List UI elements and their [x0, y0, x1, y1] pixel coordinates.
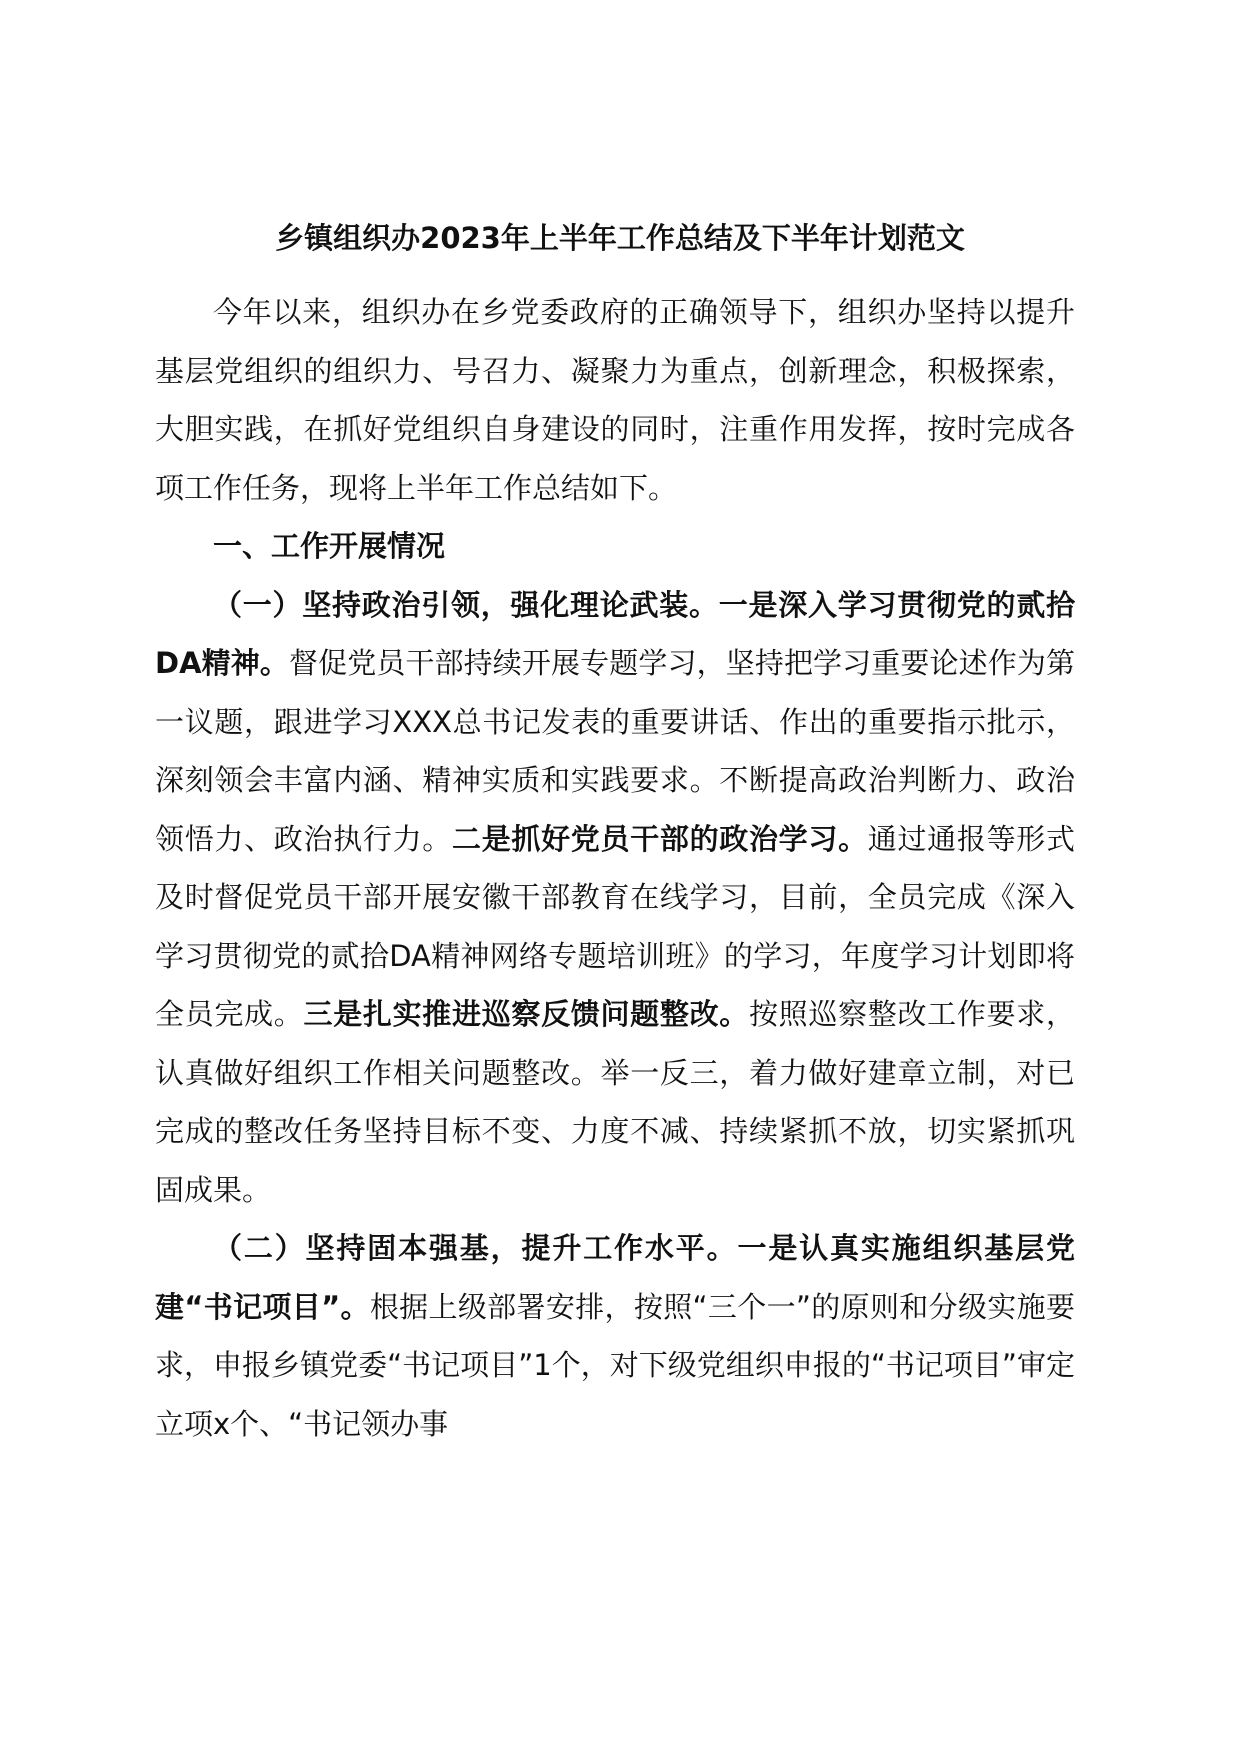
section-heading-1: 一、工作开展情况: [213, 529, 446, 563]
point-text: 根据上级部署安排，按照“三个一”的原则和分级实施要求，申报乡镇党委“书记项目”1个，对下级党组织申报的“书记项目”审定立项x个、“书记领办事: [155, 1289, 1075, 1441]
subsection-heading-1: （一）坚持政治引领，强化理论武装。: [213, 587, 719, 622]
subsection-paragraph-2: [155, 1219, 1075, 1453]
point-title: 一是认真实施组织基层党建“书记项目”。: [155, 1231, 1075, 1324]
point-text: 按照巡察整改工作要求，认真做好组织工作相关问题整改。举一反三，着力做好建章立制，对已完成的整改任务坚持目标不变、力度不减、持续紧抓不放，切实紧抓巩固成果。: [155, 997, 1075, 1207]
document-title: 乡镇组织办2023年上半年工作总结及下半年计划范文: [275, 221, 965, 255]
point-text: 督促党员干部持续开展专题学习，坚持把学习重要论述作为第一议题，跟进学习XXX总书记发表的重要讲话、作出的重要指示批示，深刻领会丰富内涵、精神实质和实践要求。不断提高政治判断力、政治领悟力、政治执行力。: [155, 646, 1075, 856]
subsection-heading-2: （二）坚持固本强基，提升工作水平。: [213, 1231, 738, 1265]
point-text: 通过通报等形式及时督促党员干部开展安徽干部教育在线学习，目前，全员完成《深入学习贯彻党的贰拾DA精神网络专题培训班》的学习，年度学习计划即将全员完成。: [155, 821, 1075, 1031]
point-title: 三是扎实推进巡察反馈问题整改。: [303, 997, 749, 1031]
document-body: [155, 283, 1075, 1453]
point-title: 一是深入学习贯彻党的贰拾DA精神。: [155, 587, 1075, 680]
subsection-paragraph-1: [155, 576, 1075, 1220]
intro-paragraph: 今年以来，组织办在乡党委政府的正确领导下，组织办坚持以提升基层党组织的组织力、号召力、凝聚力为重点，创新理念，积极探索，大胆实践，在抓好党组织自身建设的同时，注重作用发挥，按时完成各项工作任务，现将上半年工作总结如下。: [155, 295, 1075, 505]
point-title: 二是抓好党员干部的政治学习。: [452, 821, 868, 856]
